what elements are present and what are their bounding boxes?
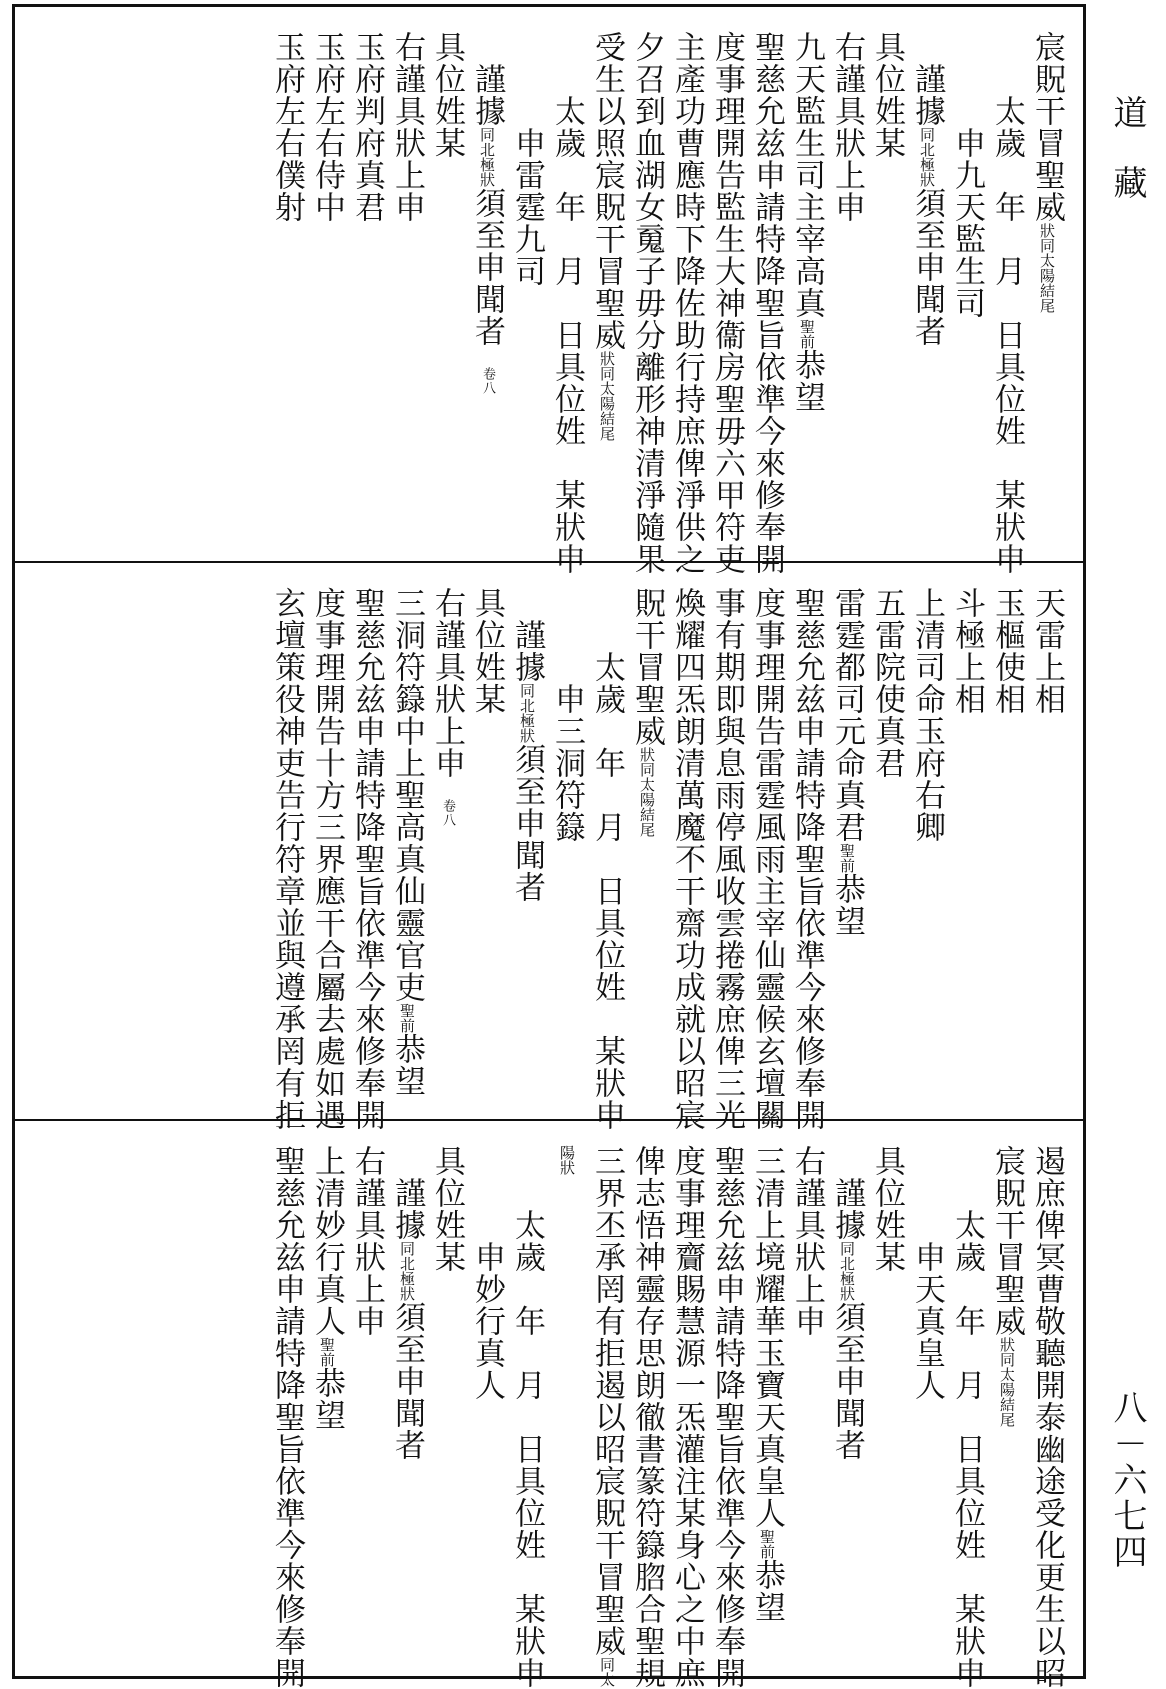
- text-column: [749, 31, 785, 575]
- column-text: 上清司命玉府右卿: [909, 587, 945, 843]
- column-text: 申天真皇人: [909, 1241, 945, 1401]
- text-column: [789, 31, 825, 547]
- text-column: [709, 31, 745, 575]
- text-column: [949, 1145, 985, 1689]
- column-text: 五雷院使真君: [869, 587, 905, 779]
- text-column: [429, 31, 465, 547]
- text-column: [509, 587, 545, 1105]
- text-column: [549, 587, 585, 1105]
- text-column: [989, 31, 1025, 575]
- column-tail-text: 須至申聞者: [909, 187, 945, 347]
- column-text: 謹據: [909, 63, 945, 127]
- column-text: 玉府判府真君: [349, 31, 385, 223]
- interlinear-note: 同北極狀: [518, 683, 536, 743]
- column-text: 申三洞符籙: [549, 683, 585, 843]
- text-column: [589, 31, 625, 547]
- interlinear-note: 聖前: [798, 319, 816, 349]
- column-text: 度事理開告雷霆風雨主宰仙靈候玄壇關: [749, 587, 785, 1131]
- column-tail-text: 須至申聞者: [829, 1301, 865, 1461]
- column-text: 申九天監生司: [949, 127, 985, 319]
- column-text: 具位姓某: [429, 1145, 465, 1273]
- column-text: 太歲 年 月 日具位姓 某狀申: [549, 95, 585, 575]
- column-text: 度事理開告十方三界應干合屬去處如遇: [309, 587, 345, 1131]
- column-text: 聖慈允兹申請特降聖旨依準今來修奉開: [709, 1145, 745, 1689]
- column-text: 右謹具狀上申: [789, 1145, 825, 1337]
- text-column: [1029, 587, 1065, 1105]
- text-column: [869, 1145, 905, 1662]
- interlinear-note: 狀同太陽結尾: [1038, 223, 1056, 313]
- column-text: 太歲 年 月 日具位姓 某狀申: [589, 651, 625, 1131]
- column-text: 聖慈允兹申請特降聖旨依準今來修奉開: [749, 31, 785, 575]
- panel-top: [15, 7, 1083, 575]
- column-text: 玉府左右侍中: [309, 31, 345, 223]
- interlinear-note: 同北極狀: [918, 127, 936, 187]
- text-column: [669, 587, 705, 1131]
- panel-bottom: [15, 1121, 1083, 1689]
- column-tail-text: 恭望: [749, 1559, 785, 1623]
- column-text: 夕召到血湖女䰟子毋分離形神清淨隨果: [629, 31, 665, 575]
- text-column: [269, 1145, 305, 1689]
- column-text: 三界丕承罔有拒遏以昭宸貺干冒聖威: [589, 1145, 625, 1657]
- text-column: [509, 1145, 545, 1689]
- text-column: [869, 587, 905, 1105]
- text-column: [469, 31, 505, 547]
- text-column: [909, 587, 945, 1105]
- text-column: [389, 1145, 425, 1662]
- column-text: 宸貺干冒聖威: [989, 1145, 1025, 1337]
- text-column: [389, 587, 425, 1105]
- column-tail-text: 須至申聞者: [389, 1301, 425, 1461]
- text-column: [349, 1145, 385, 1662]
- column-text: 謹據: [389, 1177, 425, 1241]
- text-column: [869, 31, 905, 547]
- text-column: [349, 31, 385, 547]
- text-column: [949, 587, 985, 1105]
- column-text: 太歲 年 月 日具位姓 某狀申: [949, 1209, 985, 1689]
- interlinear-note: 同太: [598, 1657, 616, 1687]
- column-text: 右謹具狀上申: [389, 31, 425, 223]
- text-column: [909, 31, 945, 547]
- column-text: 謹據: [469, 63, 505, 127]
- column-tail-text: 須至申聞者: [469, 187, 505, 347]
- column-text: 煥耀四炁朗清萬魔不干齋功成就以昭宸: [669, 587, 705, 1131]
- text-column: [429, 587, 465, 1105]
- text-column: [309, 1145, 345, 1662]
- text-column: [749, 1145, 785, 1662]
- collection-label: 道藏: [1107, 95, 1147, 235]
- column-text: 度事理開告監生大神衞房聖毋六甲符吏: [709, 31, 745, 575]
- text-column: [1029, 1145, 1065, 1689]
- interlinear-note: 狀同太陽結尾: [998, 1337, 1016, 1427]
- text-column: [709, 587, 745, 1131]
- text-column: [629, 587, 665, 1105]
- text-column: [589, 1145, 625, 1687]
- volume-mark: 卷八: [480, 367, 495, 395]
- panel-middle: [15, 563, 1083, 1131]
- text-column: [749, 587, 785, 1131]
- text-column: [469, 587, 505, 1105]
- text-column: [709, 1145, 745, 1689]
- interlinear-note: 聖前: [398, 1003, 416, 1033]
- interlinear-note: 同北極狀: [478, 127, 496, 187]
- text-column: [629, 1145, 665, 1689]
- column-text: 俾志悟神靈存思朗徹書篆符籙脗合聖規: [629, 1145, 665, 1689]
- column-text: 天雷上相: [1029, 587, 1065, 715]
- column-text: 具位姓某: [469, 587, 505, 715]
- text-column: [389, 31, 425, 547]
- column-text: 陽狀: [558, 1145, 576, 1175]
- column-tail-text: 恭望: [309, 1367, 345, 1431]
- column-text: 上清妙行真人: [309, 1145, 345, 1337]
- text-column: [669, 1145, 705, 1689]
- column-text: 右謹具狀上申: [429, 587, 465, 779]
- text-column: [1029, 31, 1065, 547]
- column-text: 玉樞使相: [989, 587, 1025, 715]
- interlinear-note: 同北極狀: [398, 1241, 416, 1301]
- text-column: [789, 1145, 825, 1662]
- column-text: 斗極上相: [949, 587, 985, 715]
- text-column: [949, 31, 985, 547]
- column-text: 宸貺干冒聖威: [1029, 31, 1065, 223]
- column-text: 右謹具狀上申: [349, 1145, 385, 1337]
- text-column: [269, 587, 305, 1131]
- column-text: 太歲 年 月 日具位姓 某狀申: [509, 1209, 545, 1689]
- text-column: [789, 587, 825, 1131]
- text-column: [549, 1145, 585, 1662]
- column-text: 度事理齎賜慧源一炁灌注某身心之中庶: [669, 1145, 705, 1689]
- column-tail-text: 須至申聞者: [509, 743, 545, 903]
- column-text: 貺干冒聖威: [629, 587, 665, 747]
- column-text: 三清上境耀華玉寶天真皇人: [749, 1145, 785, 1529]
- interlinear-note: 同北極狀: [838, 1241, 856, 1301]
- text-column: [909, 1145, 945, 1662]
- page-frame: [12, 4, 1086, 1689]
- volume-mark: 卷八: [440, 799, 455, 827]
- column-text: 申妙行真人: [469, 1241, 505, 1401]
- column-text: 三洞符籙中上聖高真仙靈官吏: [389, 587, 425, 1003]
- column-text: 雷霆都司元命真君: [829, 587, 865, 843]
- text-column: [589, 587, 625, 1131]
- column-text: 玉府左右僕射: [269, 31, 305, 223]
- interlinear-note: 聖前: [758, 1529, 776, 1559]
- column-text: 具位姓某: [429, 31, 465, 159]
- text-column: [629, 31, 665, 575]
- text-column: [829, 1145, 865, 1662]
- column-tail-text: 恭望: [389, 1033, 425, 1097]
- text-column: [349, 587, 385, 1131]
- column-tail-text: 恭望: [829, 873, 865, 937]
- text-column: [269, 31, 305, 547]
- column-text: 受生以照宸貺干冒聖威: [589, 31, 625, 351]
- column-text: 事有期即與息雨停風收雲捲霧庶俾三光: [709, 587, 745, 1131]
- column-text: 申雷霆九司: [509, 127, 545, 287]
- column-text: 右謹具狀上申: [829, 31, 865, 223]
- column-text: 遏庶俾冥曹敬聽開泰幽途受化更生以昭: [1029, 1145, 1065, 1689]
- column-text: 九天監生司主宰高真: [789, 31, 825, 319]
- column-text: 聖慈允兹申請特降聖旨依準今來修奉開: [789, 587, 825, 1131]
- interlinear-note: 狀同太陽結尾: [638, 747, 656, 837]
- text-column: [669, 31, 705, 575]
- text-column: [989, 587, 1025, 1105]
- text-column: [509, 31, 545, 547]
- column-text: 玄壇策役神吏告行符章並與遵承罔有拒: [269, 587, 305, 1131]
- column-text: 謹據: [829, 1177, 865, 1241]
- text-column: [829, 31, 865, 547]
- column-text: 聖慈允兹申請特降聖旨依準今來修奉開: [349, 587, 385, 1131]
- interlinear-note: 狀同太陽結尾: [598, 351, 616, 441]
- text-column: [429, 1145, 465, 1662]
- page-number: 八－六七四: [1107, 1390, 1147, 1570]
- column-text: 聖慈允兹申請特降聖旨依準今來修奉開: [269, 1145, 305, 1689]
- text-column: [829, 587, 865, 1105]
- column-text: 具位姓某: [869, 1145, 905, 1273]
- column-text: 主產功曹應時下降佐助行持庶俾淨供之: [669, 31, 705, 575]
- column-text: 具位姓某: [869, 31, 905, 159]
- interlinear-note: 聖前: [318, 1337, 336, 1367]
- text-column: [989, 1145, 1025, 1662]
- text-column: [469, 1145, 505, 1662]
- text-column: [309, 587, 345, 1131]
- column-tail-text: 恭望: [789, 349, 825, 413]
- column-text: 謹據: [509, 619, 545, 683]
- text-column: [549, 31, 585, 575]
- column-text: 太歲 年 月 日具位姓 某狀申: [989, 95, 1025, 575]
- text-column: [309, 31, 345, 547]
- interlinear-note: 聖前: [838, 843, 856, 873]
